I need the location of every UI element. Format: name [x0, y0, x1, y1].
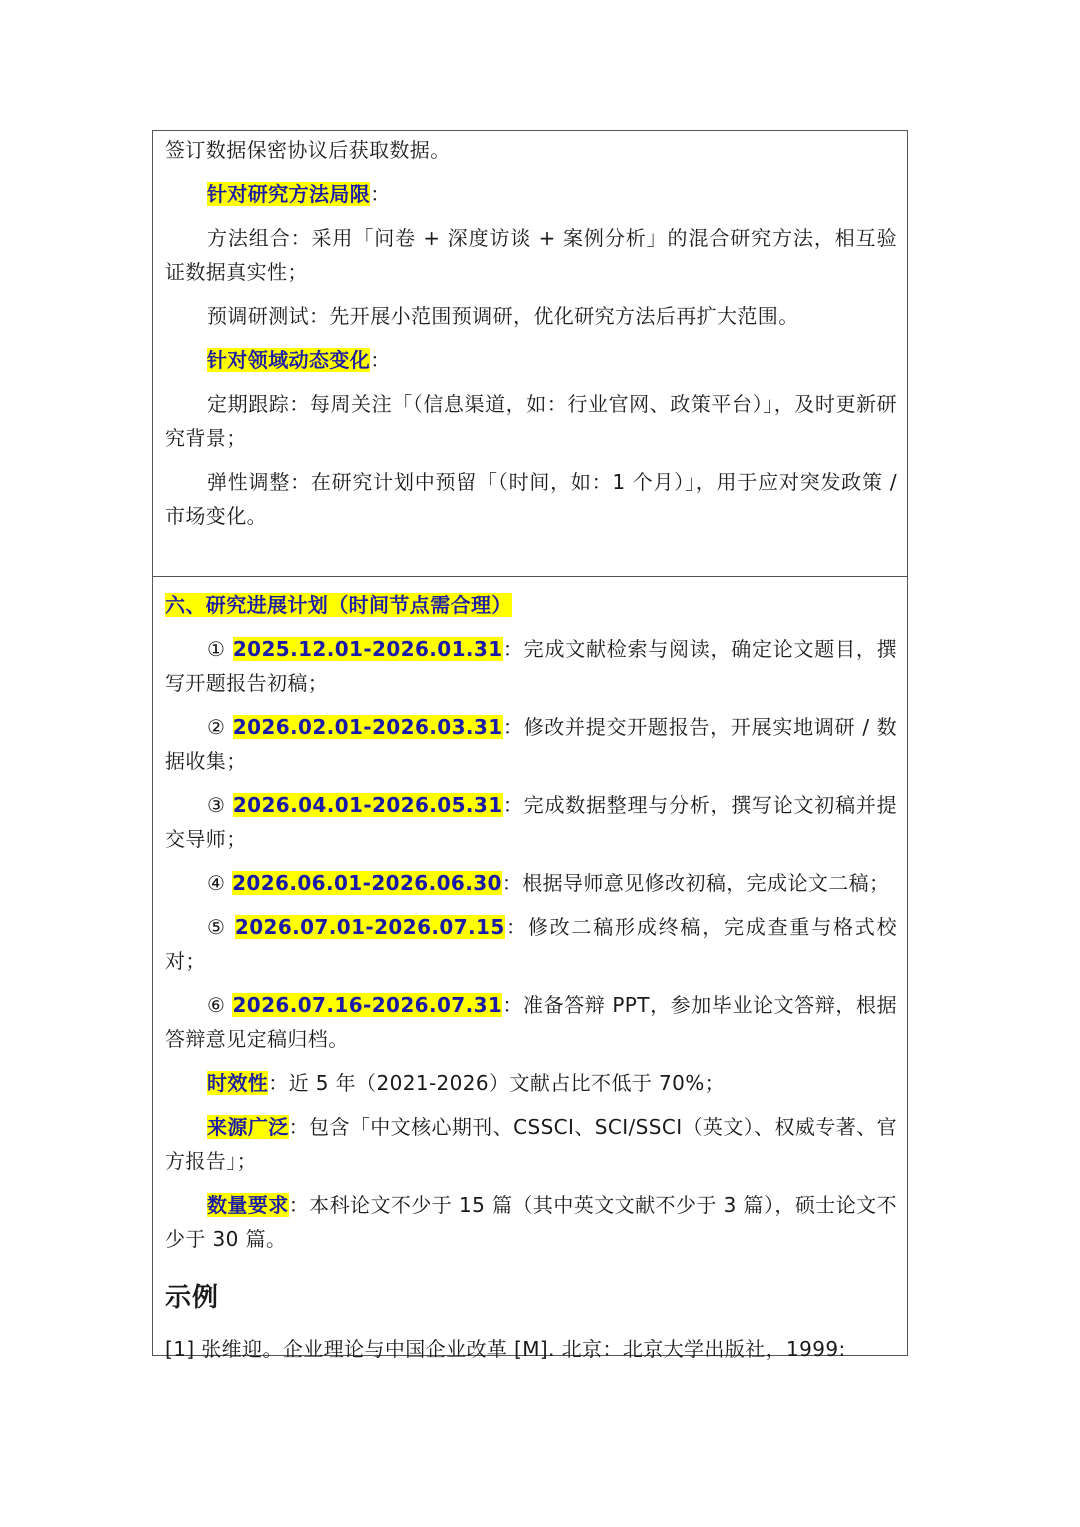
method-limit-heading: 针对研究方法局限 — [207, 182, 371, 206]
pre-survey-paragraph: 预调研测试：先开展小范围预调研，优化研究方法后再扩大范围。 — [207, 304, 799, 328]
literature-requirements — [165, 1066, 897, 1256]
schedule-marker: ② — [207, 715, 233, 739]
field-change-heading: 针对领域动态变化 — [207, 348, 371, 372]
schedule-item — [165, 632, 897, 700]
schedule-task: ：修改二稿形成终稿，完成查重与格式校对； — [165, 915, 897, 973]
flexible-adjust-paragraph: 弹性调整：在研究计划中预留「（时间，如：1 个月）」，用于应对突发政策 / 市场变化。 — [165, 470, 897, 528]
example-heading: 示例 — [165, 1283, 220, 1313]
schedule-marker: ③ — [207, 793, 233, 817]
schedule-item — [165, 710, 897, 778]
schedule-item — [165, 788, 897, 856]
schedule-period: 2026.07.16-2026.07.31 — [232, 993, 503, 1017]
requirement-text: ：近 5 年（2021-2026）文献占比不低于 70%； — [268, 1071, 726, 1095]
schedule-period: 2026.02.01-2026.03.31 — [232, 715, 503, 739]
requirement-item — [165, 1188, 897, 1256]
requirement-label: 来源广泛 — [207, 1115, 289, 1139]
schedule-list — [165, 632, 897, 1056]
schedule-item — [165, 910, 897, 978]
schedule-period: 2026.07.01-2026.07.15 — [234, 915, 505, 939]
schedule-marker: ④ — [207, 871, 233, 895]
schedule-period: 2025.12.01-2026.01.31 — [232, 637, 503, 661]
schedule-task: ：准备答辩 PPT，参加毕业论文答辩，根据答辩意见定稿归档。 — [165, 993, 897, 1051]
field-change-heading-line — [165, 343, 897, 377]
schedule-marker: ① — [207, 637, 233, 661]
data-secrecy-line: 签订数据保密协议后获取数据。 — [165, 138, 451, 162]
schedule-marker: ⑤ — [207, 915, 235, 939]
schedule-item — [165, 988, 897, 1056]
method-combo-paragraph: 方法组合：采用「问卷 + 深度访谈 + 案例分析」的混合研究方法，相互验证数据真实性； — [165, 226, 897, 284]
schedule-period: 2026.04.01-2026.05.31 — [232, 793, 503, 817]
reference-item: [1] 张维迎。企业理论与中国企业改革 [M]. 北京：北京大学出版社，1999: — [165, 1337, 846, 1361]
requirement-label: 数量要求 — [207, 1193, 289, 1217]
method-limit-heading-line — [165, 177, 897, 211]
requirement-item — [165, 1110, 897, 1178]
schedule-item — [165, 866, 897, 900]
requirement-item — [165, 1066, 897, 1100]
section-title-line — [165, 588, 897, 622]
requirement-label: 时效性 — [207, 1071, 269, 1095]
schedule-task: ：完成文献检索与阅读，确定论文题目，撰写开题报告初稿； — [165, 637, 897, 695]
requirement-text: ：本科论文不少于 15 篇（其中英文文献不少于 3 篇），硕士论文不少于 30 篇。 — [165, 1193, 898, 1251]
section-title: 六、研究进展计划（时间节点需合理） — [165, 593, 512, 617]
proposal-table — [152, 130, 908, 1361]
schedule-cell — [153, 577, 907, 1361]
schedule-task: ：修改并提交开题报告，开展实地调研 / 数据收集； — [165, 715, 898, 773]
method-limit-colon: ： — [370, 182, 391, 206]
risk-mitigation-cell — [153, 131, 907, 577]
field-change-colon: ： — [370, 348, 391, 372]
schedule-task: ：根据导师意见修改初稿，完成论文二稿； — [501, 871, 890, 895]
requirement-text: ：包含「中文核心期刊、CSSCI、SCI/SSCI（英文）、权威专著、官方报告」； — [165, 1115, 897, 1173]
schedule-task: ：完成数据整理与分析，撰写论文初稿并提交导师； — [165, 793, 897, 851]
schedule-period: 2026.06.01-2026.06.30 — [232, 871, 502, 895]
schedule-marker: ⑥ — [207, 993, 233, 1017]
regular-tracking-paragraph: 定期跟踪：每周关注「（信息渠道，如：行业官网、政策平台）」，及时更新研究背景； — [165, 392, 897, 450]
